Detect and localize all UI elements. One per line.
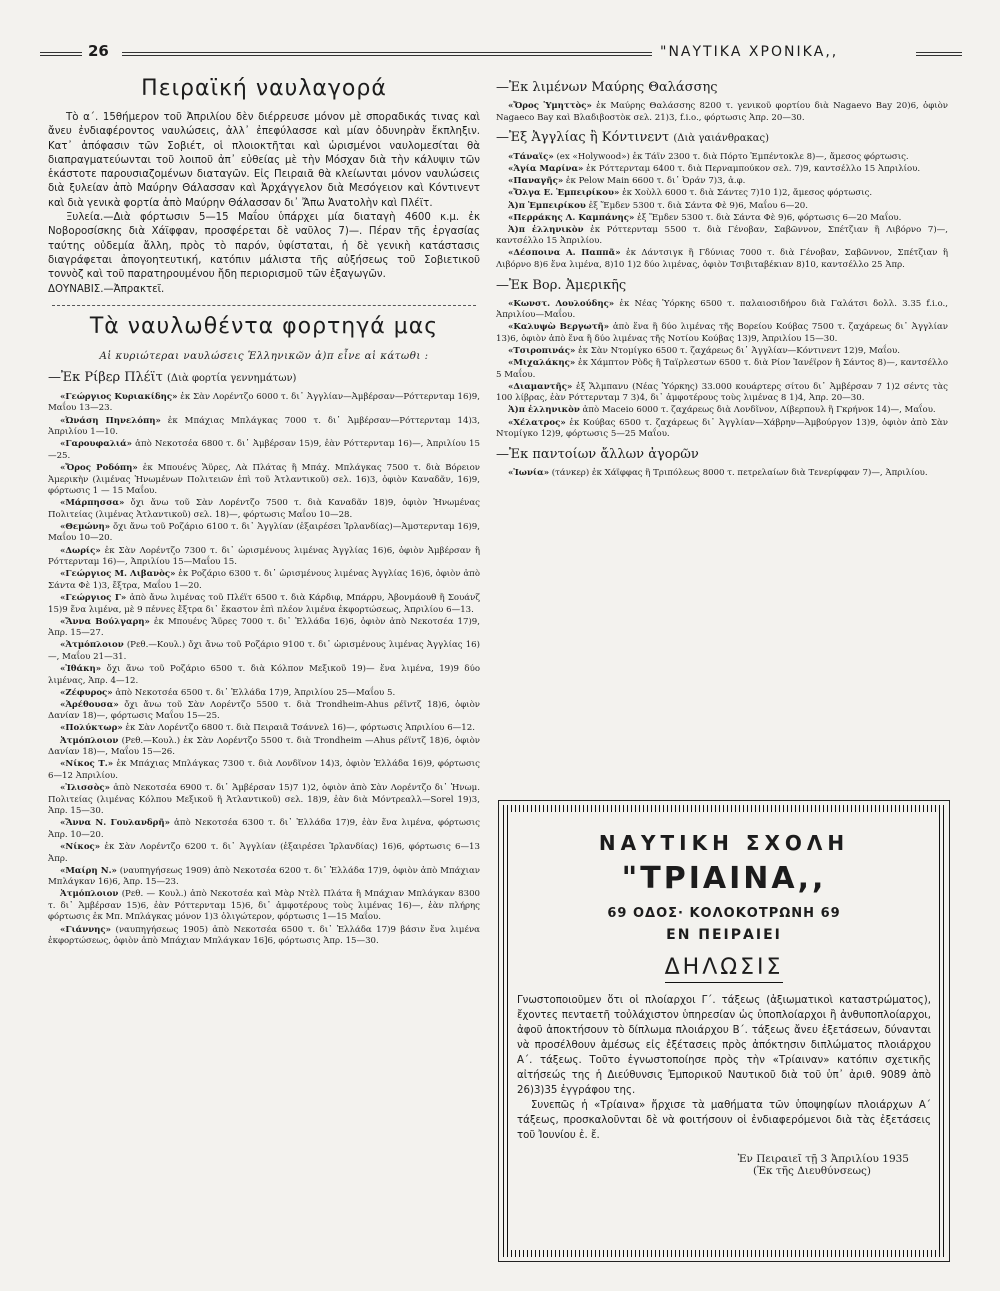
ship-name: «Θεμώνη» bbox=[60, 521, 111, 532]
charter-details: ἀπὸ ἕνα ἢ δύο λιμένας τῆς Βορείου Κούβας 7500 τ. ζαχάρεως δι᾽ Ἀγγλίαν 13)6, ὀφιὸν ἀπὸ ἕνα ἢ δύο λιμένας τῆς Νοτίου Κούβας 13)9, Ἀπριλίου 15—30. bbox=[496, 322, 949, 344]
section-title: —Ἐκ παντοίων ἄλλων ἀγορῶν bbox=[496, 446, 699, 462]
section-heading-river-plate bbox=[48, 370, 480, 387]
charter-details: ἐκ Κούβας 6500 τ. ζαχάρεως δι᾽ Ἀγγλίαν—Χάβρην—Ἀμβούργον 13)9, ὀφιὸν ἀπὸ Σὰν Ντομίγκο 12)9, φόρτωσις 5—25 Μαΐου. bbox=[496, 417, 948, 440]
ship-name: «Νίκος Τ.» bbox=[60, 759, 114, 770]
left-column bbox=[48, 74, 480, 948]
ship-name: «Γεώργιος Κυριακίδης» bbox=[60, 391, 178, 402]
charter-details: ἐκ Δάντσιγκ ἢ Γδύνιας 7000 τ. διὰ Γένοβαν, Σαβῶννον, Σπέτζιαν ἢ Λιβόρνο 8)6 ἕνα λιμένα, 8)10 1)2 δύο λιμένας, ὀφιὸν Τσιβιταβέκιαν 8)10, καντσέλλο 25 Ἀπρ. bbox=[496, 248, 948, 271]
charter-entry bbox=[496, 225, 948, 248]
header-rule bbox=[40, 52, 82, 56]
ad-body-text-2: Συνεπῶς ἡ «Τρίαινα» ἤρχισε τὰ μαθήματα τῶν ὑποψηφίων πλοιάρχων Α΄ τάξεως, προσκαλοῦνται δὲ νὰ φοιτήσουν οἱ ἐνδιαφερόμενοι διὰ τὰς ἐξετάσεις τοῦ Ἰουνίου ἐ. ἔ. bbox=[517, 1100, 931, 1141]
page-number: 26 bbox=[88, 42, 109, 60]
charter-entry bbox=[48, 617, 480, 640]
charter-details: (Ρεθ.—Κουλ.) ὄχι ἄνω τοῦ Ροζάριο 9100 τ. δι᾽ ὡρισμένους λιμένας Ἀγγλίας 16)—, Μαΐου 21—31. bbox=[48, 640, 480, 662]
charter-entry bbox=[496, 176, 948, 188]
ship-name: «Διαμαντῆς» bbox=[508, 381, 573, 392]
black-sea-list bbox=[496, 101, 948, 124]
charter-details: ἀπὸ Νεκοτσέα 6500 τ. δι᾽ Ἑλλάδα 17)9, Ἀπριλίου 25—Μαΐου 5. bbox=[112, 687, 396, 698]
ship-name: «Μάρπησσα» bbox=[60, 498, 125, 509]
section-heading-other-markets bbox=[496, 447, 948, 463]
charter-details: ἀπὸ Νεκοτσέα 6900 τ. δι᾽ Ἀμβέρσαν 15)7 1)2, ὀφιὸν ἀπὸ Σὰν Λορέντζο δι᾽ Ἡνωμ. Πολιτείας (λιμένας Κόλπου Μεξικοῦ ἢ Ἀτλαντικοῦ) σελ. 18)9, ἐὰν διὰ Μόντρεαλλ—Sorel 19)3, Ἀπρ. 15—30. bbox=[48, 782, 480, 817]
charter-entry bbox=[48, 842, 480, 865]
ship-name: «Ὄρος Ροδόπη» bbox=[60, 462, 138, 473]
ship-name: Ἀ)π ἑλληνικὸν bbox=[508, 405, 580, 416]
charter-entry bbox=[496, 188, 948, 200]
page-header bbox=[40, 42, 962, 64]
ad-signature: (Ἐκ τῆς Διευθύνσεως) bbox=[752, 1165, 871, 1177]
ship-name: «Γιάννης» bbox=[60, 924, 112, 935]
section-subtitle: (Διὰ φορτία γεννημάτων) bbox=[166, 372, 297, 384]
market-paragraph: Τὸ α΄. 15θήμερον τοῦ Ἀπριλίου δὲν διέρρευσε μόνον μὲ σποραδικάς τινας καὶ ἄνευ ἐνδιαφέροντος ναυλώσεις, ἀλλ᾽ ἐπεφύλασσε καὶ μίαν ὀδυνηρὰν ἔκπληξιν. Κατ᾽ ἀπόφασιν τῶν Σοβιέτ, οἱ πλοιοκτῆται καὶ ὡρισμένοι ναυλομεσίται θὰ διαπραγματεύωνται τοῦ λοιποῦ ἀπ᾽ εὐθείας μὲ τὴν Μόσχαν διὰ τὴν κάλυψιν τῶν ἑκάστοτε παρουσιαζομένων διαταγῶν. Εἰς Πειραιᾶ θὰ κλείωνται μόνον ναυλώσεις διὰ ξυλείαν ἀπὸ Μαύρην Θάλασσαν καὶ Ἀρχάγγελον διὰ Μεσόγειον καὶ Κόντινεντ καὶ διὰ γενικὰ φορτία ἀπὸ Μαύρην Θάλασσαν δι᾽ Ἄπω Ἀνατολὴν καὶ Πλέϊτ. bbox=[48, 112, 480, 209]
charter-entry bbox=[48, 723, 480, 735]
charter-details: ἐξ Ἄλμπανυ (Νέας Ὑόρκης) 33.000 κουάρτερς σίτου δι᾽ Ἀμβέρσαν 7 1)2 σέντς τὰς 100 λίβρας, ἐὰν Ρόττερνταμ 7 3)4, δι᾽ ἀμφοτέρους τοὺς λιμένας 8 1)4, Ἀπρ. 20—30. bbox=[496, 381, 948, 404]
england-continent-list bbox=[496, 152, 948, 271]
charter-entry bbox=[496, 382, 948, 405]
charter-entry bbox=[496, 358, 948, 381]
ship-name: «Χέλατρος» bbox=[508, 417, 566, 428]
charter-details: ἐκ Ροζάριο 6300 τ. δι᾽ ὡρισμένους λιμένας Ἀγγλίας 16)6, ὀφιὸν ἀπὸ Σάντα Φὲ 1)3, ἔξτρα, Μαΐου 1—20. bbox=[48, 569, 481, 591]
header-rule bbox=[916, 52, 962, 56]
ship-name: «Ἄννα Βούλγαρη» bbox=[60, 616, 150, 627]
charter-details: ὄχι ἄνω τοῦ Ροζάριο 6100 τ. δι᾽ Ἀγγλίαν (ἐξαιρέσει Ἰρλανδίας)—Ἀμστερνταμ 16)9, Μαΐου 10—20. bbox=[48, 521, 480, 544]
charter-entry bbox=[48, 783, 480, 818]
school-advertisement bbox=[498, 800, 950, 1262]
charter-details: ἀπὸ Νεκοτσέα 6800 τ. δι᾽ Ἀμβέρσαν 15)9, ἐὰν Ρόττερνταμ 16)—, Ἀπριλίου 15—25. bbox=[48, 439, 480, 461]
ship-name: Ἀτμόπλοιον bbox=[60, 889, 119, 900]
header-rule bbox=[122, 52, 652, 56]
charter-details: ἐκ Σὰν Λορέντζο 7300 τ. δι᾽ ὡρισμένους λιμένας Ἀγγλίας 16)6, ὀφιὸν Ἀμβέρσαν ἢ Ρόττερνταμ 16)—, Ἀπριλίου 15—Μαΐου 15. bbox=[48, 545, 480, 568]
charter-entry bbox=[48, 759, 480, 782]
ship-name: «Ζέφυρος» bbox=[60, 687, 113, 698]
section-heading-north-america bbox=[496, 278, 948, 294]
charter-details: ἐκ Ρόττερνταμ 6400 τ. διὰ Περναμπούκον σελ. 7)9, καντσέλλο 15 Ἀπριλίου. bbox=[583, 164, 921, 175]
charter-entry bbox=[496, 213, 948, 225]
charter-details: ἀπὸ ἄνω λιμένας τοῦ Πλέϊτ 6500 τ. διὰ Κάρδιφ, Μπάρρυ, Ἀβονμάουθ ἢ Σουάνζ 15)9 ἕνα λιμένα, μὲ 9 πέννες ἔξτρα δι᾽ ἕκαστον ἐπὶ πλέον λιμένα ἐκφορτώσεως, Ἀπριλίου 6—13. bbox=[48, 592, 480, 615]
charter-entry bbox=[48, 664, 480, 687]
charter-entry bbox=[48, 700, 480, 723]
ship-name: «Ὄρος Ὑμηττὸς» bbox=[508, 101, 592, 111]
ship-name: «Κωνστ. Λουλούδης» bbox=[508, 298, 615, 309]
charter-entry bbox=[48, 640, 480, 663]
ship-name: «Ὄλγα Ε. Ἐμπειρίκου» bbox=[508, 188, 620, 199]
charter-details: ἐκ Σὰν Ντομίγκο 6500 τ. ζαχάρεως δι᾽ Ἀγγλίαν—Κόντινεντ 12)9, Μαΐου. bbox=[575, 346, 900, 356]
charter-details: ἐκ Χάμπτον Ρὸδς ἢ Ταϊρλεστων 6500 τ. διὰ Ρίον Ἰανέϊρον ἢ Σάντος 8)—, καντσέλλο 5 Μαΐου. bbox=[496, 358, 948, 380]
ship-name: «Μαίρη Ν.» bbox=[60, 865, 117, 876]
ship-name: «Ἀρέθουσα» bbox=[60, 699, 119, 710]
river-plate-list bbox=[48, 392, 480, 948]
ship-name: «Ἰωνία» bbox=[508, 467, 550, 478]
charter-details: ὄχι ἄνω τοῦ Σὰν Λορέντζο 7500 τ. διὰ Καναδᾶν 18)9, ὀφιὸν Ἡνωμένας Πολιτείας (λιμένας Ἀτλαντικοῦ) σελ. 18)—, φόρτωσις Μαΐου 10—28. bbox=[48, 498, 480, 520]
charter-details: (τάνκερ) ἐκ Χάϊφφας ἢ Τριπόλεως 8000 τ. πετρελαίων διὰ Τενερίφφαν 7)—, Ἀπριλίου. bbox=[549, 467, 928, 478]
charter-entry bbox=[496, 322, 948, 345]
charter-entry bbox=[48, 818, 480, 841]
ad-content bbox=[517, 823, 931, 1239]
ship-name: «Τσιροπινάς» bbox=[508, 346, 576, 356]
charter-entry bbox=[48, 925, 480, 948]
ship-name: Ἀ)π ἑλληνικὸν bbox=[508, 224, 584, 235]
ship-name: «Δωρίς» bbox=[60, 545, 101, 556]
charter-details: ἐκ Σὰν Λορέντζο 6000 τ. δι᾽ Ἀγγλίαν—Ἀμβέρσαν—Ρόττερνταμ 16)9, Μαΐου 13—23. bbox=[48, 391, 481, 414]
ship-name: «Ἀτμόπλοιον bbox=[60, 640, 124, 651]
charter-entry bbox=[48, 416, 480, 439]
ad-address: 69 ΟΔΟΣ· ΚΟΛΟΚΟΤΡΩΝΗ 69 bbox=[607, 906, 841, 921]
ship-name: «Παναγῆς» bbox=[508, 176, 564, 187]
charter-entry bbox=[496, 201, 948, 213]
section-divider bbox=[52, 305, 476, 306]
section-heading-black-sea bbox=[496, 80, 948, 96]
charter-entry bbox=[48, 688, 480, 700]
charter-details: ἐκ Σὰν Λορέντζο 6800 τ. διὰ Πειραιᾶ Τσάννελ 16)—, φόρτωσις Ἀπριλίου 6—12. bbox=[122, 723, 475, 734]
ad-declaration-heading: ΔΗΛΩΣΙΣ bbox=[665, 955, 784, 983]
article-title-market: Πειραϊκή ναυλαγορά bbox=[141, 76, 387, 101]
ad-date: Ἐν Πειραιεῖ τῇ 3 Ἀπριλίου 1935 bbox=[737, 1153, 909, 1165]
charter-details: ἐκ Ρόττερνταμ 5500 τ. διὰ Γένοβαν, Σαβῶννον, Σπέτζιαν ἢ Λιβόρνο 7)—, καντσέλλο 15 Ἀπριλίου. bbox=[496, 224, 948, 247]
charter-entry bbox=[48, 569, 480, 592]
charter-details: ὄχι ἄνω τοῦ Σὰν Λορέντζο 5500 τ. διὰ Trondheim-Ahus ρέϊντζ 18)6, ὀφιὸν Δανίαν 18)—, φόρτωσις Μαΐου 15—25. bbox=[48, 699, 480, 722]
ship-name: «Δέσποινα Α. Παππᾶ» bbox=[508, 248, 621, 259]
charter-details: ἐκ Σὰν Λορέντζο 6200 τ. δι᾽ Ἀγγλίαν (ἐξαιρέσει Ἰρλανδίας) 16)6, φόρτωσις 6—13 Ἀπρ. bbox=[48, 841, 480, 864]
charter-details: (Ρεθ.—Κουλ.) ἐκ Σὰν Λορέντζο 5500 τ. διὰ Trondheim —Ahus ρέϊντζ 18)6, ὀφιὸν Δανίαν 18)—, Μαΐου 15—26. bbox=[48, 735, 480, 758]
ship-name: «Καλυψὼ Βεργωτῆ» bbox=[508, 322, 610, 333]
ad-body-text: Γνωστοποιοῦμεν ὅτι οἱ πλοίαρχοι Γ΄. τάξεως (ἀξιωματικοὶ καταστρώματος), ἔχοντες πενταετῆ τοὐλάχιστον ὑπηρεσίαν ὡς ὑποπλοίαρχοι ἢ ἀνθυποπλοίαρχοι, ἀφοῦ ἀποκτήσουν τὸ δίπλωμα πλοιάρχου Β΄. τάξεως ἄνευ ἐξετάσεων, δύνανται νὰ προσέλθουν ἀμέσως εἰς ἐξέτασεις πρὸς ἀπόκτησιν διπλώματος πλοιάρχου Α΄. τάξεως. Τοῦτο ἐγνωστοποίησε πρὸς τὴν «Τρίαιναν» κατόπιν σχετικῆς αἰτήσεώς της ἡ Διεύθυνσις Ἐμπορικοῦ Ναυτικοῦ διὰ τοῦ ὑπ᾽ ἀριθ. 9089 ἀπὸ 26)3)35 ἐγγράφου της. bbox=[517, 995, 931, 1096]
north-america-list bbox=[496, 299, 948, 441]
section-title: —Ἐκ Ρίβερ Πλέϊτ bbox=[48, 369, 163, 385]
ship-name: «Ἁγία Μαρίνα» bbox=[508, 164, 584, 175]
section-subtitle: (Διὰ γαιάνθρακας) bbox=[673, 133, 769, 145]
ad-school-label: ΝΑΥΤΙΚΗ ΣΧΟΛΗ bbox=[598, 831, 850, 855]
charter-entry bbox=[48, 392, 480, 415]
charter-details: ἐξ Ἕμδεν 5300 τ. διὰ Σάντα Φὲ 9)6, φόρτωσις 6—20 Μαΐου. bbox=[634, 212, 902, 223]
ship-name: «Γεώργιος Μ. Λιβανὸς» bbox=[60, 569, 176, 580]
ship-name: «Ἰλισσὸς» bbox=[60, 782, 110, 793]
charter-details: ἐκ Νέας Ὑόρκης 6500 τ. παλαιοσιδήρου διὰ Γαλάτσι δολλ. 3.35 f.i.o., Ἀπριλίου—Μαΐου. bbox=[496, 298, 948, 321]
section-heading-england-continent bbox=[496, 130, 948, 147]
ad-school-name: "ΤΡΙΑΙΝΑ,, bbox=[621, 861, 827, 896]
charter-entry bbox=[48, 546, 480, 569]
charter-details: (ναυπηγήσεως 1909) ἀπὸ Νεκοτσέα 6200 τ. δι᾽ Ἑλλάδα 17)9, ὀφιὸν ἀπὸ Μπάχιαν Μπλάγκαν 16)6, Ἀπρ. 15—23. bbox=[48, 865, 480, 888]
charter-entry bbox=[48, 736, 480, 759]
section-title: —Ἐκ Βορ. Ἀμερικῆς bbox=[496, 277, 627, 293]
ship-name: «Γεώργιος Γ» bbox=[60, 592, 127, 603]
ship-name: «Ὠνάση Πηνελόπη» bbox=[60, 415, 161, 426]
charter-entry bbox=[496, 418, 948, 441]
charter-entry bbox=[496, 248, 948, 271]
ship-name: «Μιχαλάκης» bbox=[508, 358, 576, 369]
journal-title: "ΝΑΥΤΙΚΑ ΧΡΟΝΙΚΑ,, bbox=[660, 44, 839, 60]
charters-intro: Αἱ κυριώτεραι ναυλώσεις Ἑλληνικῶν ἀ)π εἶνε αἱ κάτωθι : bbox=[99, 350, 429, 362]
right-column bbox=[496, 74, 948, 480]
charter-details: ἐκ Pelow Main 6600 τ. δι᾽ Ὀράν 7)3, ἀ.φ. bbox=[563, 176, 746, 187]
ship-name: Ἀ)π Ἐμπειρίκου bbox=[508, 200, 586, 211]
charter-entry bbox=[48, 593, 480, 616]
charter-details: (ex «Holywood») ἐκ Τάϊν 2300 τ. διὰ Πόρτο Ἐμπέντοκλε 8)—, ἄμεσος φόρτωσις. bbox=[553, 152, 909, 163]
charter-entry bbox=[48, 522, 480, 545]
charter-entry bbox=[48, 463, 480, 498]
ship-name: «Γαρουφαλιά» bbox=[60, 439, 133, 450]
charter-entry bbox=[496, 164, 948, 176]
charter-details: ἐκ Χοὺλλ 6000 τ. διὰ Σάντες 7)10 1)2, ἄμεσος φόρτωσις. bbox=[619, 188, 873, 199]
charter-entry bbox=[496, 468, 948, 480]
charter-details: ἐξ Ἕμδεν 5300 τ. διὰ Σάντα Φὲ 9)6, Μαΐου 6—20. bbox=[585, 200, 809, 211]
charter-details: ὄχι ἄνω τοῦ Ροζάριο 6500 τ. διὰ Κόλπον Μεξικοῦ 19)— ἕνα λιμένα, 19)9 δύο λιμένας, Ἀπρ. 4—12. bbox=[48, 664, 480, 686]
charter-entry bbox=[496, 299, 948, 322]
charter-details: (Ρεθ. — Κουλ.) ἀπὸ Νεκοτσέα καὶ Μὰρ Ντὲλ Πλάτα ἢ Μπάχιαν Μπλάγκαν 8300 τ. δι᾽ Ἀμβέρσαν 15)6, ἐὰν Ρόττερνταμ 15)6, δι᾽ ἀμφοτέρους τοὺς λιμένας 16)—, ἐὰν πλήρης φόρτωσις ἐκ Μπ. Μπλάγκας μόνον 1)3 ὀλιγώτερον, φόρτωσις 1—15 Μαΐου. bbox=[48, 889, 480, 923]
article-title-charters: Τὰ ναυλωθέντα φορτηγά μας bbox=[89, 313, 439, 339]
ship-name: «Ἄννα Ν. Γουλανδρῆ» bbox=[60, 818, 170, 829]
charter-details: ἐκ Μπάχιας Μπλάγκας 7300 τ. διὰ Λονδῖνον 14)3, ὀφιὸν Ἑλλάδα 16)9, φόρτωσις 6—12 Ἀπριλίου. bbox=[48, 759, 480, 781]
charter-entry bbox=[48, 439, 480, 462]
other-markets-list bbox=[496, 468, 948, 480]
charter-entry bbox=[48, 889, 480, 924]
ship-name: «Πολύκτωρ» bbox=[60, 723, 123, 734]
ad-city: ΕΝ ΠΕΙΡΑΙΕΙ bbox=[666, 927, 782, 943]
charter-entry bbox=[496, 101, 948, 124]
ship-name: Ἀτμόπλοιον bbox=[60, 735, 119, 746]
charter-details: ἐκ Μπουένς Ἄϋρες 7000 τ. δι᾽ Ἑλλάδα 16)6, ὀφιὸν ἀπὸ Νεκοτσέα 17)9, Ἀπρ. 15—27. bbox=[48, 616, 481, 639]
ship-name: «Νίκος» bbox=[60, 841, 101, 852]
section-title: —Ἐξ Ἀγγλίας ἢ Κόντινεντ bbox=[496, 130, 670, 146]
charter-details: ἐκ Μπάχιας Μπλάγκας 7000 τ. δι᾽ Ἀμβέρσαν—Ρόττερνταμ 14)3, Ἀπριλίου 1—10. bbox=[48, 415, 481, 438]
charter-entry bbox=[496, 152, 948, 164]
ship-name: «Περράκης Λ. Καμπάνης» bbox=[508, 212, 635, 223]
charter-entry bbox=[48, 866, 480, 889]
charter-entry bbox=[496, 405, 948, 417]
charter-details: (ναυπηγήσεως 1905) ἀπὸ Νεκοτσέα 6500 τ. δι᾽ Ἑλλάδα 17)9 βάσιν ἕνα λιμένα ἐκφορτώσεως, ὀφιὸν ἀπὸ Μπάχιαν Μπλάγκαν 16]6, φόρτωσις Ἀπρ. 15—30. bbox=[48, 924, 480, 947]
timber-paragraph: Ξυλεία.—Διὰ φόρτωσιν 5—15 Μαΐου ὑπάρχει μία διαταγὴ 4600 κ.μ. ἐκ Νοβοροσίσκης διὰ Χάϊφφαν, προσφέρεται δὲ ναῦλος 7)—. Πέραν τῆς ἐργασίας ταύτης οὐδεμία ἄλλη, πρὸς τὸ παρόν, ὑφίσταται, ἡ δὲ γενικὴ κατάστασις διαγράφεται ἀπογοητευτική, κατόπιν μάλιστα τῆς αὐξήσεως τοῦ Σοβιετικοῦ τοννὸζ καὶ τοῦ παρατηρουμένου ἤδη περιορισμοῦ τῶν ἐξαγωγῶν. bbox=[48, 212, 480, 281]
danube-paragraph: ΔΟΥΝΑΒΙΣ.—Ἀπρακτεῖ. bbox=[48, 283, 165, 295]
charter-details: ἐκ Μπουένς Ἄϋρες, Λὰ Πλάτας ἢ Μπάχ. Μπλάγκας 7500 τ. διὰ Βόρειον Ἀμερικὴν (λιμένας Ἡνωμένων Πολιτειῶν ἐπὶ τοῦ Ἀτλαντικοῦ) σελ. 16)3, ὀφιὸν Καναδᾶν, 16)9, φόρτωσις 1 — 15 Μαΐου. bbox=[48, 462, 480, 497]
section-title: —Ἐκ λιμένων Μαύρης Θαλάσσης bbox=[496, 80, 718, 95]
ship-name: «Ἰθάκη» bbox=[60, 664, 102, 675]
charter-details: ἀπὸ Maceio 6000 τ. ζαχάρεως διὰ Λονδῖνον, Λίβερπουλ ἢ Γκρήνοκ 14)—, Μαΐου. bbox=[579, 405, 936, 416]
charter-entry bbox=[48, 498, 480, 521]
charter-entry bbox=[496, 346, 948, 358]
ship-name: «Τάναϊς» bbox=[508, 152, 554, 163]
charter-details: ἐκ Μαύρης Θαλάσσης 8200 τ. γενικοῦ φορτίου διὰ Nagaevo Bay 20)6, ὀφιὸν Nagaeco Bay καὶ Βλαδιβοστὸκ σελ. 21)3, f.i.o., φόρτωσις Ἀπρ. 20—30. bbox=[496, 101, 948, 123]
charter-details: ἀπὸ Νεκοτσέα 6300 τ. δι᾽ Ἑλλάδα 17)9, ἐὰν ἕνα λιμένα, φόρτωσις Ἀπρ. 10—20. bbox=[48, 818, 480, 840]
